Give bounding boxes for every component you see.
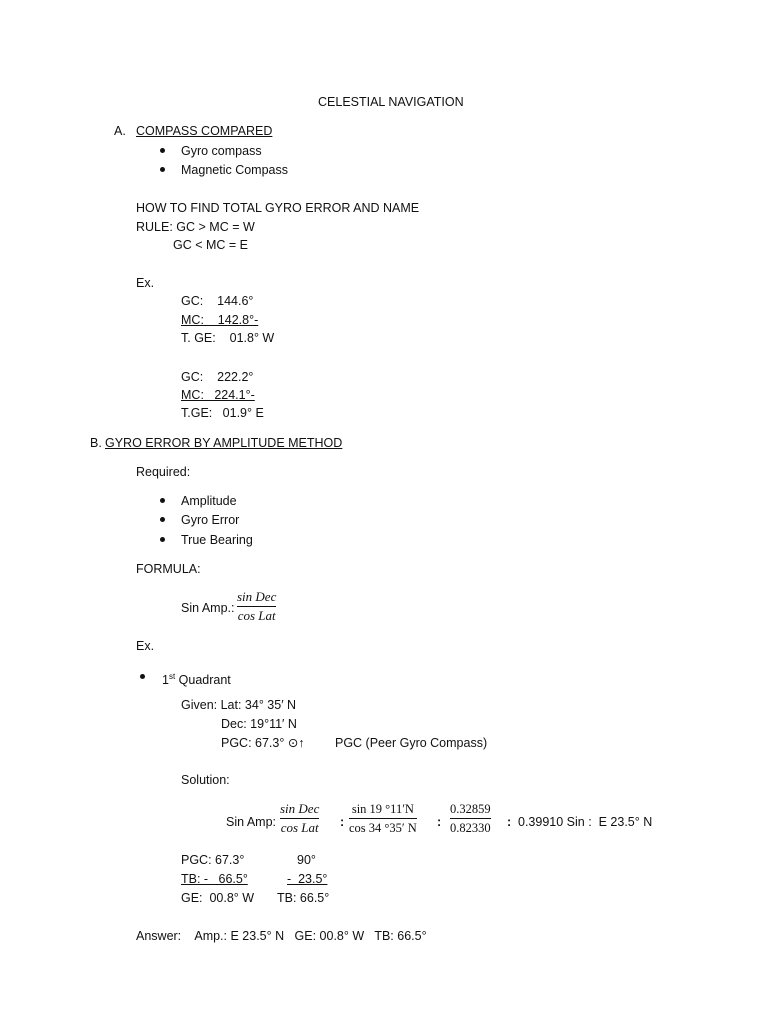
section-a-letter: A. bbox=[114, 124, 126, 138]
solution-result: 0.39910 Sin : E 23.5° N bbox=[518, 815, 653, 829]
solution-fraction-3 bbox=[450, 801, 491, 836]
ex1-tge: T. GE: 01.8° W bbox=[181, 331, 275, 345]
list-item: True Bearing bbox=[181, 533, 253, 547]
solution-fraction-3-denominator: 0.82330 bbox=[450, 821, 491, 835]
given-pgc: PGC: 67.3° ⊙↑ bbox=[221, 736, 305, 750]
solution-fraction-2 bbox=[349, 801, 417, 836]
calc-ge: GE: 00.8° W bbox=[181, 891, 255, 905]
quadrant-text: Quadrant bbox=[175, 673, 231, 688]
solution-separator-2: : bbox=[437, 815, 442, 829]
list-item: Amplitude bbox=[181, 494, 237, 508]
ex2-gc: GC: 222.2° bbox=[181, 370, 254, 384]
rule-line-2: GC < MC = E bbox=[173, 238, 249, 252]
solution-fraction-2-denominator: cos 34 °35′ N bbox=[349, 821, 417, 835]
solution-fraction-1-denominator: cos Lat bbox=[280, 820, 319, 835]
page-title: CELESTIAL NAVIGATION bbox=[318, 95, 464, 109]
section-b-heading: GYRO ERROR BY AMPLITUDE METHOD bbox=[105, 436, 343, 450]
calc-90: 90° bbox=[297, 853, 316, 867]
quadrant-superscript: st bbox=[168, 672, 176, 681]
fraction-bar bbox=[349, 818, 417, 819]
calc-tb: TB: - 66.5° bbox=[181, 872, 248, 886]
solution-lhs: Sin Amp: bbox=[226, 815, 277, 829]
how-to-heading: HOW TO FIND TOTAL GYRO ERROR AND NAME bbox=[136, 201, 420, 215]
formula-fraction bbox=[237, 589, 276, 624]
given-lat: Given: Lat: 34° 35′ N bbox=[181, 698, 297, 712]
rule-line-1: RULE: GC > MC = W bbox=[136, 220, 255, 234]
solution-separator-1: : bbox=[340, 815, 345, 829]
formula-lhs: Sin Amp.: bbox=[181, 601, 235, 615]
quadrant-heading bbox=[162, 669, 231, 688]
list-item: Gyro compass bbox=[181, 144, 262, 158]
ex1-gc: GC: 144.6° bbox=[181, 294, 254, 308]
calc-tb2: TB: 66.5° bbox=[277, 891, 330, 905]
bullet-icon bbox=[160, 498, 165, 503]
solution-fraction-2-numerator: sin 19 °11′N bbox=[351, 802, 414, 816]
solution-fraction-1-numerator: sin Dec bbox=[280, 801, 320, 816]
formula-denominator: cos Lat bbox=[237, 608, 276, 623]
calc-pgc: PGC: 67.3° bbox=[181, 853, 245, 867]
example-label: Ex. bbox=[136, 639, 155, 653]
ex1-mc: MC: 142.8°- bbox=[181, 313, 259, 327]
bullet-icon bbox=[160, 517, 165, 522]
quadrant-number: 1 bbox=[162, 673, 169, 688]
formula-numerator: sin Dec bbox=[237, 589, 277, 604]
calc-minus: - 23.5° bbox=[287, 872, 328, 886]
bullet-icon bbox=[140, 674, 145, 679]
bullet-icon bbox=[160, 167, 165, 172]
list-item: Gyro Error bbox=[181, 513, 240, 527]
fraction-bar bbox=[237, 606, 276, 607]
formula-label: FORMULA: bbox=[136, 562, 201, 576]
fraction-bar bbox=[280, 818, 319, 819]
required-label: Required: bbox=[136, 465, 191, 479]
bullet-icon bbox=[160, 537, 165, 542]
section-a-heading: COMPASS COMPARED bbox=[136, 124, 273, 138]
solution-label: Solution: bbox=[181, 773, 230, 787]
pgc-note: PGC (Peer Gyro Compass) bbox=[335, 736, 488, 750]
section-b-letter: B. bbox=[90, 436, 102, 450]
solution-fraction-1 bbox=[280, 801, 319, 836]
list-item: Magnetic Compass bbox=[181, 163, 288, 177]
fraction-bar bbox=[450, 818, 491, 819]
ex2-tge: T.GE: 01.9° E bbox=[181, 406, 264, 420]
given-dec: Dec: 19°11′ N bbox=[221, 717, 297, 731]
answer-line: Answer: Amp.: E 23.5° N GE: 00.8° W TB: 66.5° bbox=[136, 929, 427, 943]
bullet-icon bbox=[160, 148, 165, 153]
example-label: Ex. bbox=[136, 276, 155, 290]
solution-fraction-3-numerator: 0.32859 bbox=[450, 802, 491, 816]
solution-separator-3: : bbox=[507, 815, 512, 829]
ex2-mc: MC: 224.1°- bbox=[181, 388, 255, 402]
